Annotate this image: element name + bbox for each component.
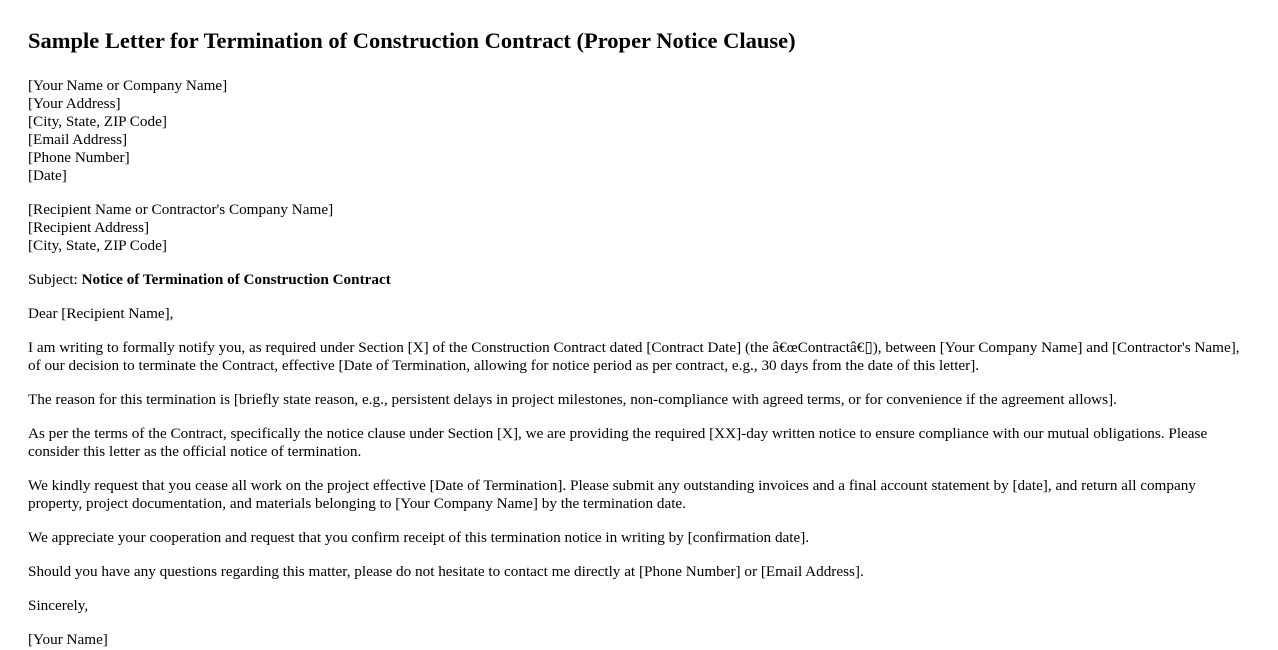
sender-city-state-zip: [City, State, ZIP Code]: [28, 113, 167, 130]
salutation: Dear [Recipient Name],: [28, 305, 174, 322]
sender-address-block: [28, 77, 1246, 185]
sender-address: [Your Address]: [28, 95, 121, 112]
subject-line: [28, 271, 1246, 289]
sender-email: [Email Address]: [28, 131, 128, 148]
page-title: Sample Letter for Termination of Construction Contract (Proper Notice Clause): [28, 28, 796, 53]
letter-date: [Date]: [28, 167, 67, 184]
recipient-city-state-zip: [City, State, ZIP Code]: [28, 237, 167, 254]
paragraph-notice-clause: As per the terms of the Contract, specifically the notice clause under Section [X], we are providing the required [XX]-day written notice to ensure compliance with our mutual obligations. Please consider this letter as the official notice of termination.: [28, 425, 1208, 460]
recipient-address: [Recipient Address]: [28, 219, 150, 236]
recipient-name: [Recipient Name or Contractor's Company Name]: [28, 201, 334, 218]
recipient-address-block: [28, 201, 1246, 255]
paragraph-confirmation: We appreciate your cooperation and request that you confirm receipt of this termination notice in writing by [confirmation date].: [28, 529, 810, 546]
paragraph-reason: The reason for this termination is [briefly state reason, e.g., persistent delays in project milestones, non-compliance with agreed terms, or for convenience if the agreement allows].: [28, 391, 1117, 408]
subject-prefix: Subject:: [28, 271, 82, 288]
sender-phone: [Phone Number]: [28, 149, 130, 166]
paragraph-notification: I am writing to formally notify you, as required under Section [X] of the Construction Contract dated [Contract Date] (the â€œContractâ€▯), between [Your Company Name] and [Contractor's Name], of our decision to terminate the Contract, effective [Date of Termination, allowing for notice period as per contract, e.g., 30 days from the date of this letter].: [28, 339, 1240, 374]
signature: [Your Name]: [28, 631, 108, 648]
sender-name: [Your Name or Company Name]: [28, 77, 228, 94]
paragraph-contact: Should you have any questions regarding this matter, please do not hesitate to contact me directly at [Phone Number] or [Email Address].: [28, 563, 864, 580]
paragraph-requests: We kindly request that you cease all work on the project effective [Date of Termination]. Please submit any outstanding invoices and a final account statement by [date], and return all company property, project documentation, and materials belonging to [Your Company Name] by the termination date.: [28, 477, 1196, 512]
closing: Sincerely,: [28, 597, 89, 614]
subject-text: Notice of Termination of Construction Contract: [81, 271, 391, 288]
